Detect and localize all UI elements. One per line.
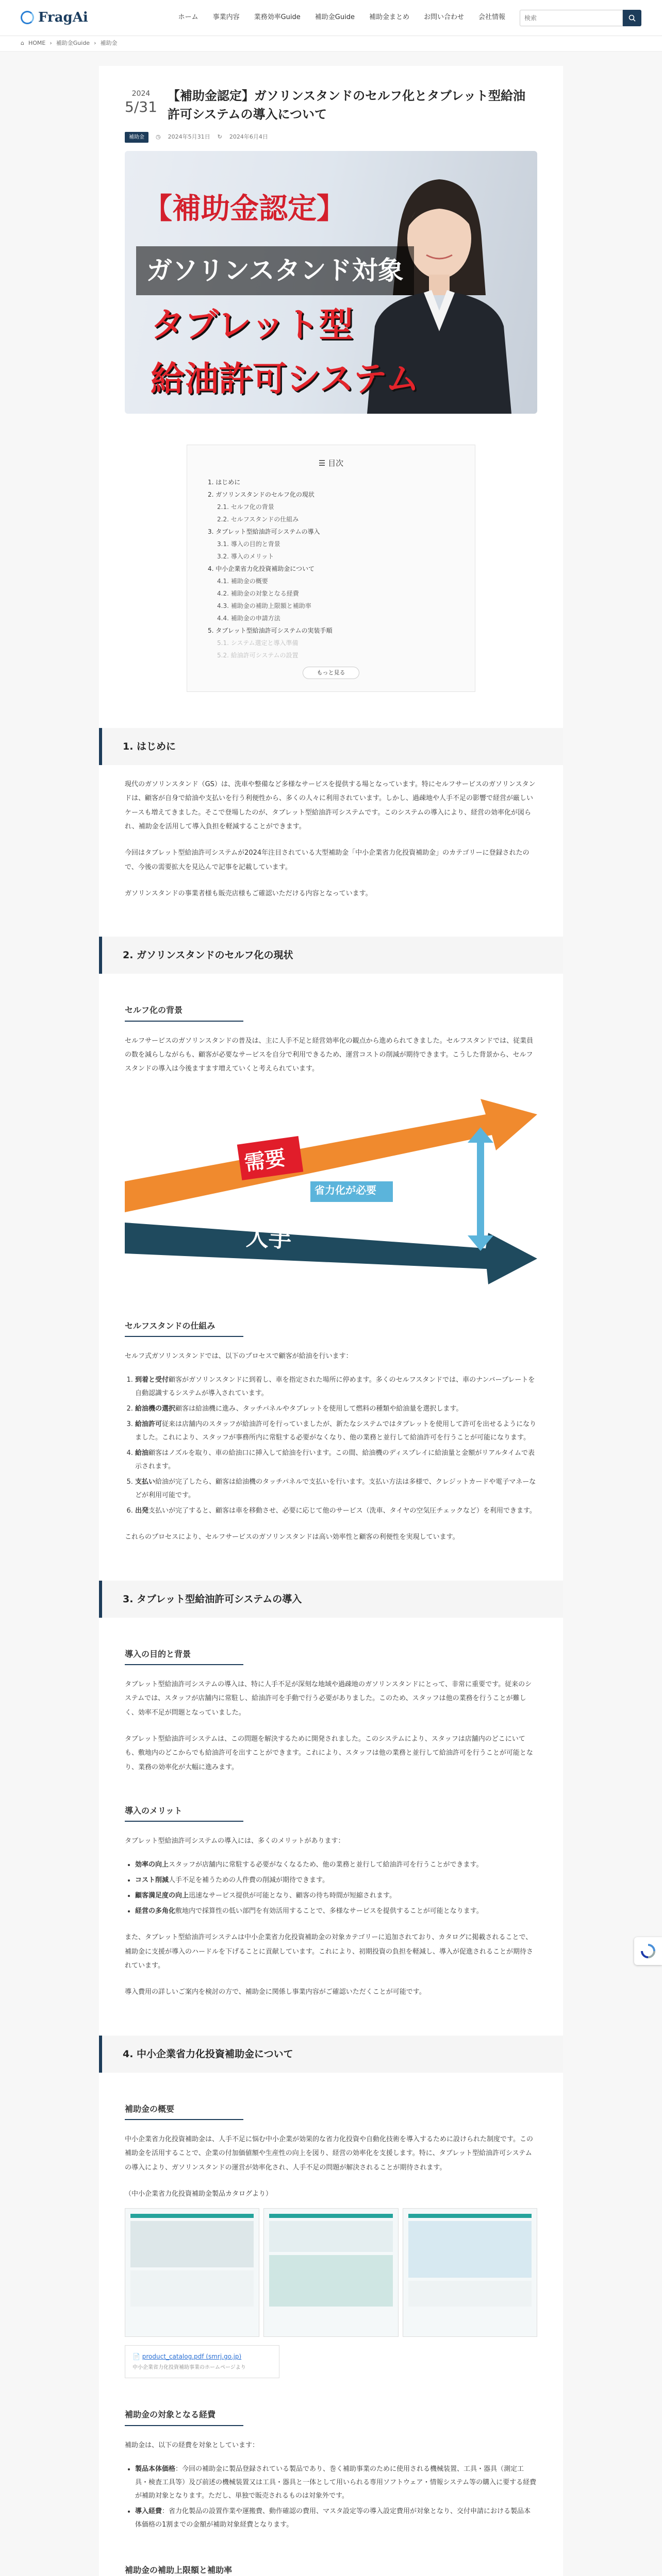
- paragraph: セルフサービスのガソリンスタンドの普及は、主に人手不足と経営効率化の観点から進められてきました。セルフスタンドでは、従業員の数を減らしながらも、顧客が必要なサービスを自分で利用できるため、運営コストの削減が期待できます。こうした背景から、セルフスタンドの導入は今後ますます増えていくと考えられています。: [125, 1037, 534, 1073]
- breadcrumb: [0, 36, 662, 52]
- demand-label: 需要: [243, 1146, 287, 1175]
- post-date-year: 2024: [131, 90, 151, 98]
- file-icon: 📄: [133, 2353, 142, 2361]
- eyecatch-line3: 給油許可システム: [151, 359, 420, 399]
- cost-item: [135, 2463, 537, 2503]
- benefit-item: [135, 1874, 537, 1887]
- toc-item[interactable]: 4.4. 補助金の申請方法: [217, 615, 280, 622]
- toc-item[interactable]: 5.1. システム選定と導入準備: [217, 639, 299, 647]
- posted-date: 2024年5月31日: [168, 133, 210, 141]
- paragraph: タブレット型給油許可システムは、この問題を解決するために開発されました。このシステムにより、スタッフは店舗内のどこにいても、敷地内のどこからでも給油許可を出すことができます。これにより、スタッフは他の業務と並行して給油許可を行うことが可能となり、業務の効率化が大幅に進みます。: [125, 1735, 533, 1771]
- subheading: 導入の目的と背景: [125, 1647, 243, 1665]
- subheading: セルフ化の背景: [125, 1003, 243, 1021]
- file-link-card: [125, 2345, 279, 2378]
- cost-item-title: 導入経費: [135, 2507, 162, 2515]
- nav-company[interactable]: 会社情報: [478, 13, 505, 22]
- toc-item[interactable]: 2. ガソリンスタンドのセルフ化の現状: [208, 491, 315, 498]
- category-badge[interactable]: 補助金: [125, 132, 148, 143]
- paragraph: 補助金は、以下の経費を対象としています：: [125, 2441, 259, 2449]
- toc-item[interactable]: 5.2. 給油許可システムの設置: [217, 652, 299, 659]
- paragraph: セルフ式ガソリンスタンドでは、以下のプロセスで顧客が給油を行います：: [125, 1352, 353, 1360]
- table-of-contents: [187, 445, 475, 692]
- catalog-pdf-link[interactable]: product_catalog.pdf (smrj.go.jp): [142, 2353, 242, 2361]
- labor-label: 人手: [245, 1224, 292, 1253]
- nav-efficiency-guide[interactable]: 業務効率Guide: [254, 13, 301, 22]
- toc-item[interactable]: 4.3. 補助金の補助上限額と補助率: [217, 602, 311, 609]
- catalog-screenshots: [125, 2208, 537, 2337]
- benefit-item-title: 効率の向上: [135, 1861, 169, 1869]
- toc-item[interactable]: 2.1. セルフ化の背景: [217, 503, 274, 511]
- site-header: [0, 0, 662, 36]
- process-step-text: 支払いが完了すると、顧客は車を移動させ、必要に応じて他のサービス（洗車、タイヤの空気圧チェックなど）を利用できます。: [148, 1507, 536, 1515]
- process-step-title: 支払い: [135, 1478, 156, 1486]
- breadcrumb-separator-icon: ›: [94, 40, 96, 47]
- process-step-text: 従来は店舗内のスタッフが給油許可を行っていましたが、新たなシステムではタブレットを使用して許可を出せるようになりました。これにより、スタッフが事務所内に常駐する必要がなくなり、他の業務と並行して給油許可を行うことが可能になります。: [135, 1420, 537, 1442]
- article-header: [125, 87, 537, 124]
- toc-item[interactable]: 2.2. セルフスタンドの仕組み: [217, 516, 299, 523]
- toc-item[interactable]: 4.2. 補助金の対象となる経費: [217, 590, 299, 597]
- paragraph: ガソリンスタンドの事業者様も販売店様もご確認いただける内容となっています。: [125, 889, 372, 897]
- cost-item-title: 製品本体価格: [135, 2465, 176, 2473]
- search-form: [520, 10, 641, 26]
- toc-item[interactable]: 3. タブレット型給油許可システムの導入: [208, 528, 320, 535]
- process-step-title: 出発: [135, 1507, 149, 1515]
- toc-title: [208, 455, 454, 471]
- benefits-list: [125, 1858, 537, 1918]
- paragraph: タブレット型給油許可システムの導入には、多くのメリットがあります：: [125, 1837, 345, 1845]
- nav-business[interactable]: 事業内容: [212, 13, 240, 22]
- process-step: [135, 1402, 537, 1416]
- process-step-title: 到着と受付: [135, 1376, 169, 1384]
- paragraph: タブレット型給油許可システムの導入は、特に人手不足が深刻な地域や過疎地のガソリンスタンドにとって、非常に重要です。従来のシステムでは、スタッフが店舗内に常駐し、給油許可を手動で行う必要がありました。このため、スタッフは他の業務を行うことが難しく、効率不足が問題となっていました。: [125, 1681, 532, 1717]
- benefit-item-text: 敷地内で採算性の低い部門を有効活用することで、多様なサービスを提供することが可能となります。: [175, 1907, 483, 1916]
- paragraph: また、タブレット型給油許可システムは中小企業省力化投資補助金の対象カテゴリーに追加されており、カタログに掲載されることで、補助金に支援が導入のハードルを下げることに貢献しています。これにより、初期投資の負担を軽減し、導入が促進されることが期待されています。: [125, 1934, 533, 1970]
- benefit-item-title: 顧客満足度の向上: [135, 1892, 189, 1900]
- toc-item[interactable]: 5. タブレット型給油許可システムの実装手順: [208, 627, 333, 634]
- paragraph: これらのプロセスにより、セルフサービスのガソリンスタンドは高い効率性と顧客の利便性を実現しています。: [125, 1533, 459, 1541]
- recaptcha-badge[interactable]: [634, 1937, 662, 1965]
- cost-item-text: ：今回の補助金に製品登録されている製品であり、巻く補助事業のために使用される機械装置、工具・器具（測定工具・検査工具等）及び前述の機械装置又は工具・器具と一体として用いられる専用ソフトウェア・情報システム等の購入に要する経費が補助対象となります。ただし、単独で販売されるものは対象外です。: [135, 2465, 537, 2500]
- site-logo[interactable]: [21, 5, 88, 30]
- nav-home[interactable]: ホーム: [178, 13, 198, 22]
- toc-item[interactable]: 1. はじめに: [208, 479, 241, 486]
- nav-contact[interactable]: お問い合わせ: [423, 13, 464, 22]
- process-step: [135, 1447, 537, 1473]
- toc-item[interactable]: 4. 中小企業省力化投資補助金について: [208, 565, 315, 572]
- toc-item[interactable]: 3.2. 導入のメリット: [217, 553, 274, 560]
- search-button[interactable]: [623, 10, 641, 26]
- subheading: 補助金の概要: [125, 2102, 243, 2120]
- benefit-item: [135, 1905, 537, 1918]
- page-title: 【補助金認定】ガソリンスタンドのセルフ化とタブレット型給油許可システムの導入について: [167, 89, 525, 122]
- labor-saving-badge: 省力化が必要: [315, 1183, 376, 1196]
- home-icon: ⌂: [21, 40, 24, 47]
- global-nav: [178, 10, 641, 26]
- process-step: [135, 1504, 537, 1518]
- toc-title-text: 目次: [328, 459, 344, 468]
- process-step-title: 給油許可: [135, 1420, 162, 1429]
- breadcrumb-separator-icon: ›: [49, 40, 52, 47]
- process-step: [135, 1374, 537, 1400]
- list-icon: ☰: [318, 459, 328, 468]
- subheading: 補助金の対象となる経費: [125, 2407, 243, 2426]
- post-date-monthday: 5/31: [125, 98, 157, 115]
- subheading: 導入のメリット: [125, 1803, 243, 1822]
- process-step-text: 顧客は給油機に進み、タッチパネルやタブレットを使用して燃料の種類や給油量を選択します。: [175, 1405, 463, 1413]
- recaptcha-icon: [640, 1943, 656, 1959]
- logo-text: FragAi: [38, 9, 88, 25]
- catalog-screenshot[interactable]: [263, 2208, 398, 2337]
- search-input[interactable]: [520, 10, 623, 26]
- process-step-title: 給油: [135, 1449, 149, 1458]
- breadcrumb-subsidy[interactable]: 補助金: [100, 40, 118, 47]
- benefit-item-text: 迅速なサービス提供が可能となり、顧客の待ち時間が短縮されます。: [189, 1892, 396, 1900]
- benefit-item-title: コスト削減: [135, 1876, 169, 1885]
- process-step-text: 給油が完了したら、顧客は給油機のタッチパネルで支払いを行います。支払い方法は多様で、クレジットカードや電子マネーなどが利用可能です。: [135, 1478, 536, 1500]
- benefit-item: [135, 1889, 537, 1903]
- catalog-caption: （中小企業省力化投資補助金製品カタログより）: [125, 2190, 273, 2198]
- toc-list: [208, 476, 454, 662]
- refresh-icon: ↻: [217, 133, 222, 141]
- paragraph: 今回はタブレット型給油許可システムが2024年注目されている大型補助金「中小企業省力化投資補助金」のカテゴリーに登録されたので、今後の需要拡大を見込んで記事を記載しています。: [125, 849, 529, 871]
- eyecatch-line1: ガソリンスタンド対象: [136, 246, 414, 295]
- process-step-text: 顧客はノズルを取り、車の給油口に挿入して給油を行います。この間、給油機のディスプレイに給油量と金額がリアルタイムで表示されます。: [135, 1449, 535, 1471]
- eyecatch-badge-text: 【補助金認定】: [143, 192, 345, 226]
- catalog-screenshot[interactable]: [403, 2208, 537, 2337]
- toc-more-button[interactable]: もっと見る: [303, 667, 359, 679]
- section-heading-3: 3. タブレット型給油許可システムの導入: [99, 1581, 563, 1618]
- logo-mark-icon: [21, 11, 34, 24]
- subheading: セルフスタンドの仕組み: [125, 1318, 243, 1337]
- article-meta: [125, 132, 537, 143]
- benefit-item-text: 人手不足を補うための人件費の削減が期待できます。: [169, 1876, 329, 1885]
- section-heading-1: 1. はじめに: [99, 728, 563, 765]
- catalog-screenshot[interactable]: [125, 2208, 259, 2337]
- post-date: [125, 87, 157, 115]
- section-heading-4: 4. 中小企業省力化投資補助金について: [99, 2036, 563, 2073]
- process-step-title: 給油機の選択: [135, 1405, 176, 1413]
- subheading: 補助金の補助上限額と補助率: [125, 2563, 243, 2576]
- benefit-item-text: スタッフが店舗内に常駐する必要がなくなるため、他の業務と並行して給油許可を行うことができます。: [169, 1861, 483, 1869]
- eyecatch-line2: タブレット型: [151, 305, 353, 345]
- article: [99, 66, 563, 2576]
- eligible-costs-list: [125, 2463, 537, 2532]
- cost-item: [135, 2505, 537, 2532]
- benefit-item-title: 経営の多角化: [135, 1907, 176, 1916]
- process-steps-list: [125, 1374, 537, 1518]
- demand-vs-labor-diagram: [125, 1094, 537, 1290]
- breadcrumb-home[interactable]: HOME: [28, 40, 46, 47]
- benefit-item: [135, 1858, 537, 1872]
- eyecatch-image: [125, 151, 537, 414]
- process-step: [135, 1418, 537, 1445]
- clock-icon: ◷: [156, 133, 161, 141]
- section-heading-2: 2. ガソリンスタンドのセルフ化の現状: [99, 937, 563, 974]
- cost-item-text: ：省力化製品の設置作業や運搬費、動作確認の費用、マスタ設定等の導入設定費用が対象となり、交付申請における製品本体価格の1割までの金額が補助対象経費となります。: [135, 2507, 531, 2529]
- nav-subsidy-summary[interactable]: 補助金まとめ: [369, 13, 409, 22]
- search-icon: [628, 14, 636, 22]
- process-step-text: 顧客がガソリンスタンドに到着し、車を指定された場所に停めます。多くのセルフスタンドでは、車のナンバープレートを自動認識するシステムが導入されています。: [135, 1376, 535, 1398]
- paragraph: 中小企業省力化投資補助金は、人手不足に悩む中小企業が効果的な省力化投資や自動化技術を導入するために設けられた制度です。この補助金を活用することで、企業の付加価値額や生産性の向上を図り、経営の効率化を支援します。特に、タブレット型給油許可システムの導入により、ガソリンスタンドの運営が効率化され、人手不足の問題が解決されることが期待されます。: [125, 2136, 533, 2172]
- file-link-source: 中小企業省力化投資補助事業のホームページより: [133, 2365, 246, 2371]
- process-step: [135, 1476, 537, 1502]
- toc-item[interactable]: 3.1. 導入の目的と背景: [217, 540, 280, 548]
- breadcrumb-subsidy-guide[interactable]: 補助金Guide: [56, 40, 90, 47]
- updated-date: 2024年6月4日: [229, 133, 268, 141]
- paragraph: 現代のガソリンスタンド（GS）は、洗車や整備など多様なサービスを提供する場となっています。特にセルフサービスのガソリンスタンドは、顧客が自身で給油や支払いを行う利便性から、多くの人々に利用されています。しかし、過疎地や人手不足の影響で経営が厳しいケースも増えてきました。そこで登場したのが、タブレット型給油許可システムです。このシステムの導入により、経営の効率化が図られ、補助金を活用して導入負担を軽減することができます。: [125, 781, 536, 831]
- toc-item[interactable]: 4.1. 補助金の概要: [217, 578, 268, 585]
- nav-subsidy-guide[interactable]: 補助金Guide: [315, 13, 355, 22]
- paragraph: 導入費用の詳しいご案内を検討の方で、補助金に関係し事業内容がご確認いただくことが可能です。: [125, 1988, 426, 1996]
